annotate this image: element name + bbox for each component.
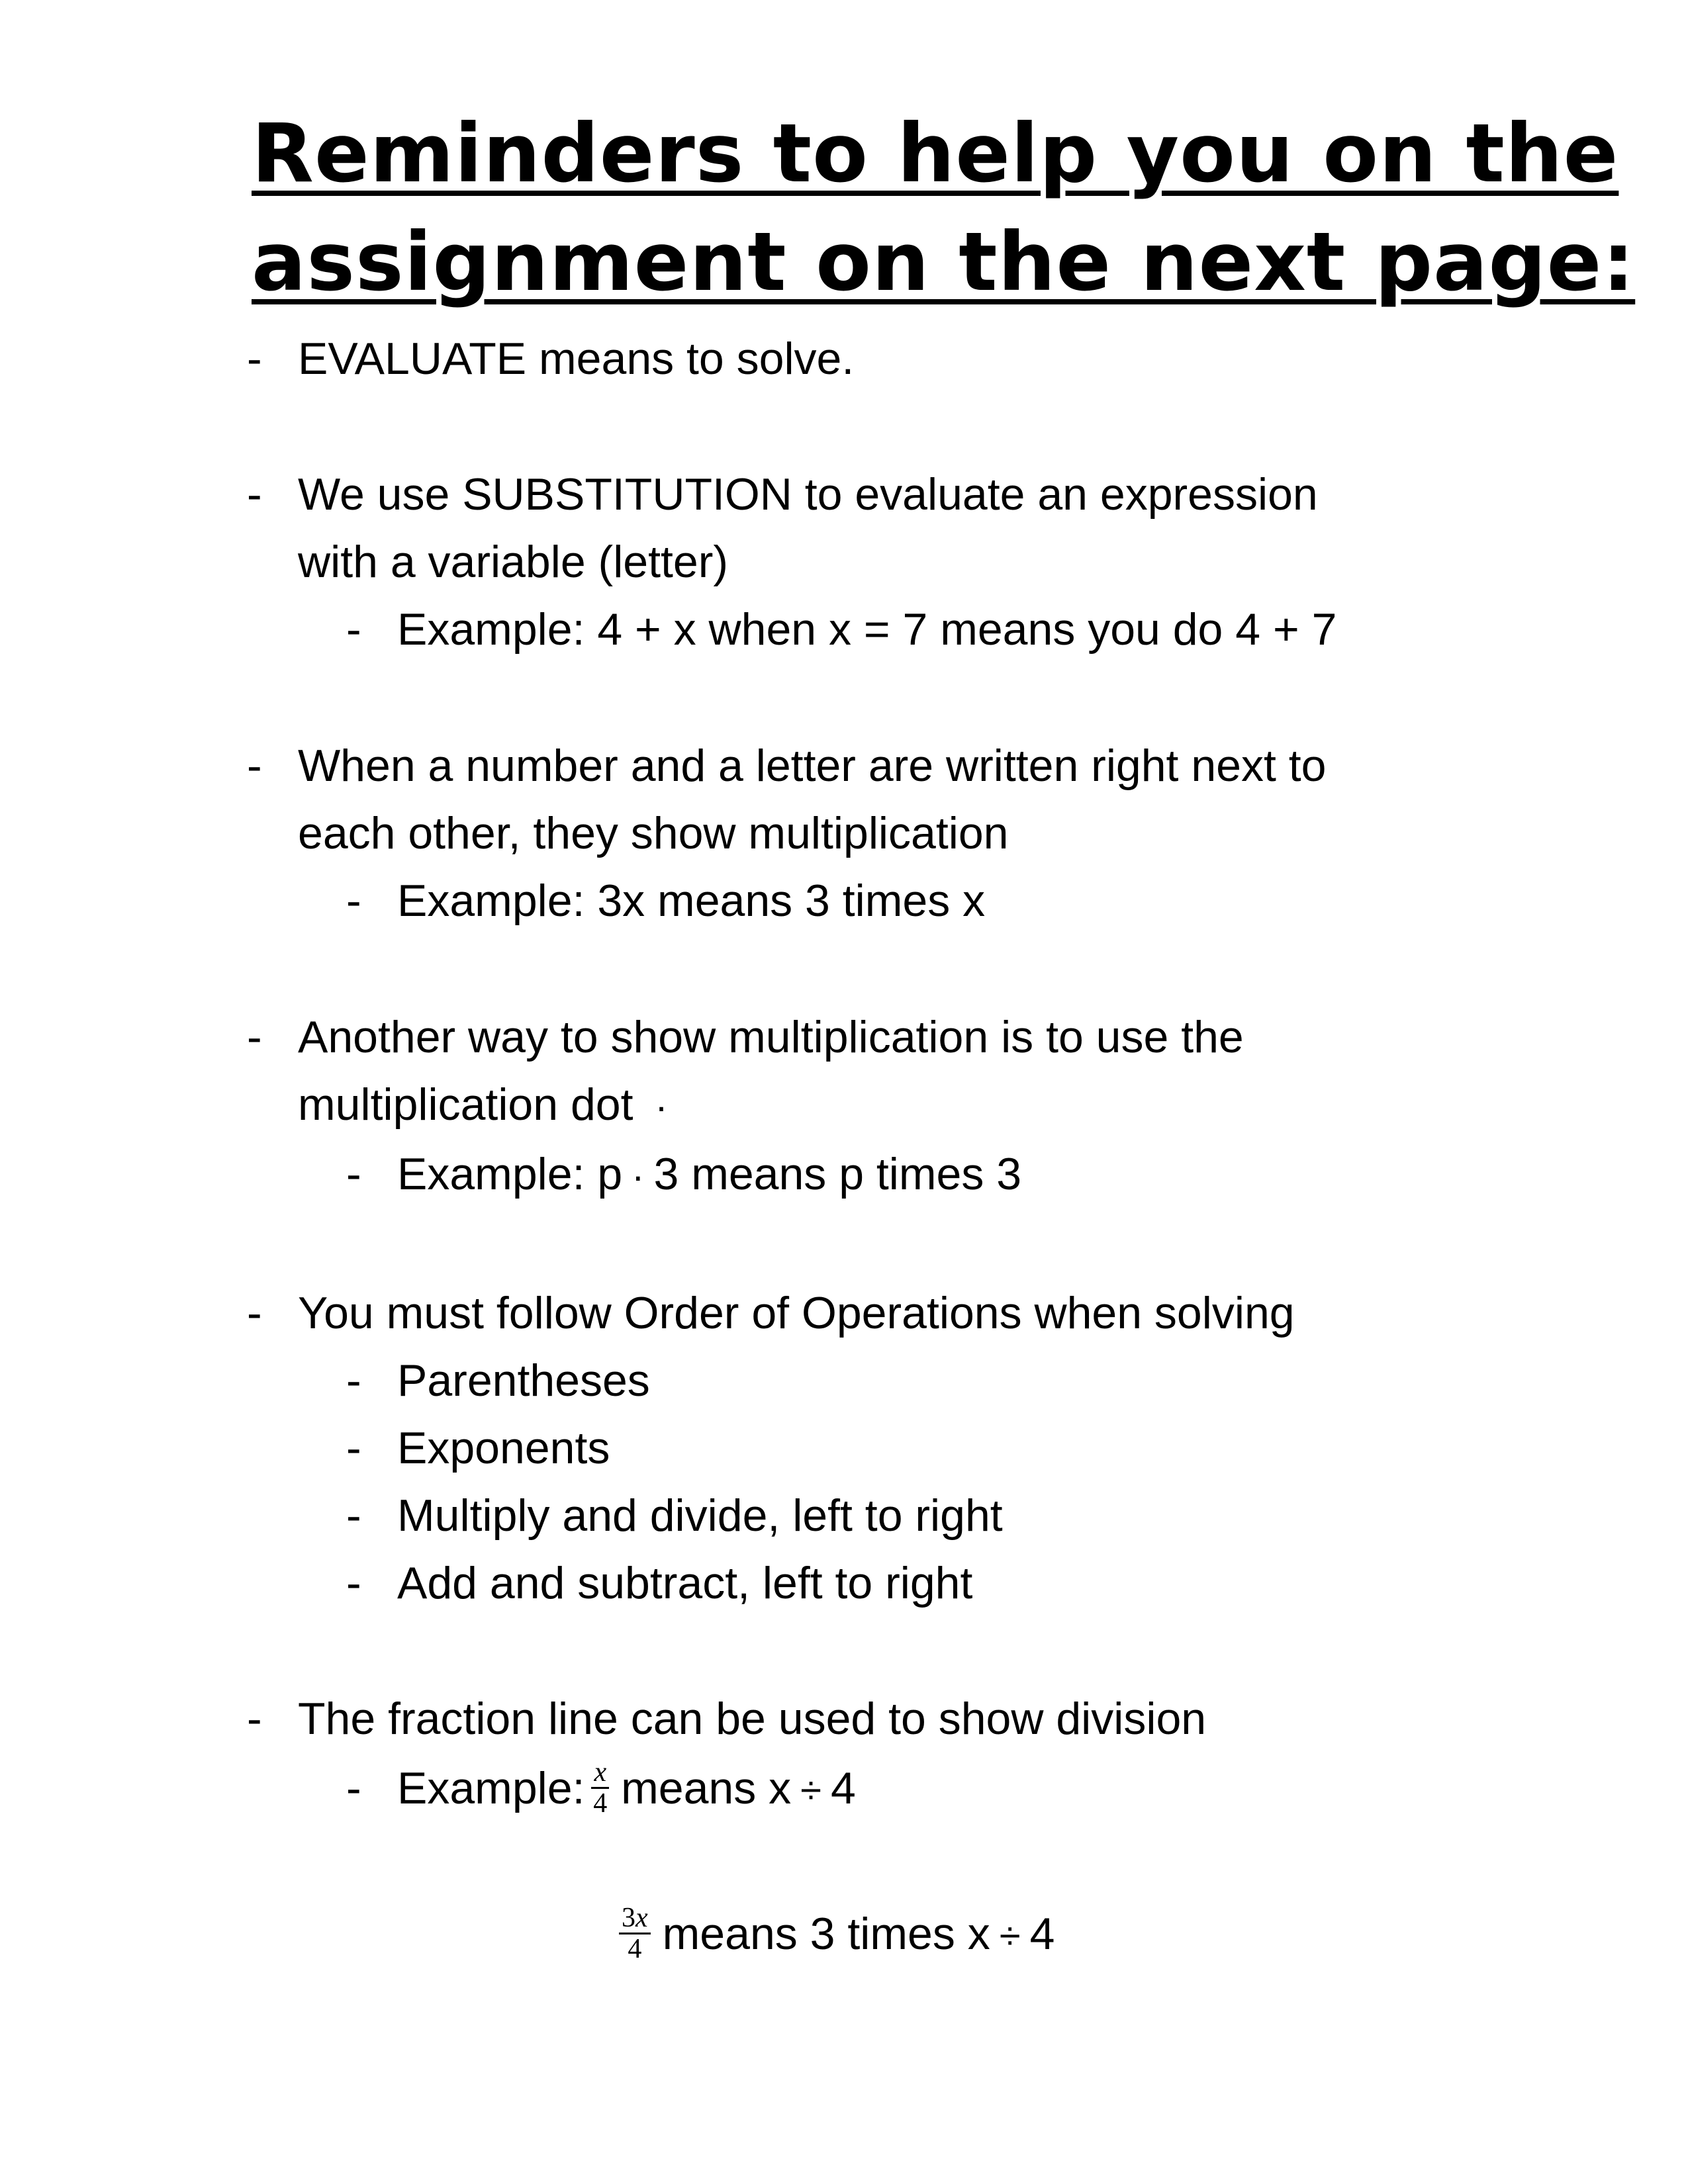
reminder-text: We use SUBSTITUTION to evaluate an expression	[298, 469, 1318, 520]
fraction-numerator	[619, 1903, 651, 1934]
bullet-dash: -	[247, 1694, 262, 1744]
title-line-2: assignment on the next page:	[252, 215, 1636, 309]
bullet-dash: -	[247, 1288, 262, 1338]
fraction-denominator: 4	[593, 1788, 608, 1819]
bullet-dash: -	[346, 1423, 361, 1473]
bullet-dash: -	[346, 876, 361, 926]
numerator-coefficient: 3	[622, 1902, 635, 1933]
division-symbol: ÷	[800, 1769, 821, 1812]
bullet-dash: -	[247, 334, 262, 384]
reminder-multiplication-dot-continued	[298, 1070, 677, 1142]
reminder-text: with a variable (letter)	[298, 537, 729, 587]
bullet-dash: -	[346, 1558, 361, 1608]
bullet-dash: -	[247, 469, 262, 520]
reminder-text: When a number and a letter are written right next to	[298, 741, 1327, 791]
bullet-dash: -	[346, 604, 361, 655]
bullet-dash: -	[247, 741, 262, 791]
fraction-meaning-divisor: 4	[830, 1763, 856, 1813]
example-text: Example: 3x means 3 times x	[397, 876, 986, 926]
order-step-text: Exponents	[397, 1423, 610, 1473]
fraction-example-2	[612, 1899, 1055, 1971]
order-step-text: Parentheses	[397, 1355, 650, 1406]
reminder-text: EVALUATE means to solve.	[298, 334, 855, 384]
bullet-dash: -	[346, 1490, 361, 1541]
division-symbol: ÷	[999, 1915, 1021, 1958]
example-text: Example: 4 + x when x = 7 means you do 4 + 7	[397, 604, 1337, 655]
order-step-text: Multiply and divide, left to right	[397, 1490, 1003, 1541]
dot-example-prefix: Example: p	[397, 1149, 623, 1199]
title-line-1: Reminders to help you on the	[252, 107, 1619, 201]
reminder-text: The fraction line can be used to show division	[298, 1694, 1207, 1744]
reminder-text: You must follow Order of Operations when solving	[298, 1288, 1295, 1338]
fraction-x-over-4	[591, 1758, 609, 1818]
example-text	[397, 1754, 856, 1825]
fraction-denominator: 4	[628, 1933, 642, 1964]
fraction-meaning: means x	[621, 1763, 792, 1813]
multiplication-dot-symbol: ·	[632, 1155, 645, 1198]
dot-example-suffix: 3 means p times 3	[653, 1149, 1022, 1199]
bullet-dash: -	[346, 1149, 361, 1199]
reminder-adjacent-continued	[298, 799, 1009, 868]
multiplication-dot-symbol: ·	[655, 1085, 668, 1128]
page-title	[252, 99, 1636, 316]
numerator-variable: x	[635, 1902, 648, 1933]
fraction-numerator: x	[591, 1758, 609, 1789]
example-text	[397, 1140, 1021, 1211]
fraction-meaning: means 3 times x	[662, 1909, 990, 1959]
order-step-text: Add and subtract, left to right	[397, 1558, 973, 1608]
bullet-dash: -	[346, 1763, 361, 1813]
fraction-3x-over-4	[619, 1903, 651, 1964]
fraction-example-prefix: Example:	[397, 1763, 585, 1813]
reminder-text: each other, they show multiplication	[298, 808, 1009, 858]
reminder-substitution-continued	[298, 527, 728, 596]
fraction-meaning-divisor: 4	[1029, 1909, 1055, 1959]
bullet-dash: -	[247, 1012, 262, 1062]
reminder-text: Another way to show multiplication is to use the	[298, 1012, 1244, 1062]
reminder-text: multiplication dot	[298, 1079, 633, 1130]
bullet-dash: -	[346, 1355, 361, 1406]
